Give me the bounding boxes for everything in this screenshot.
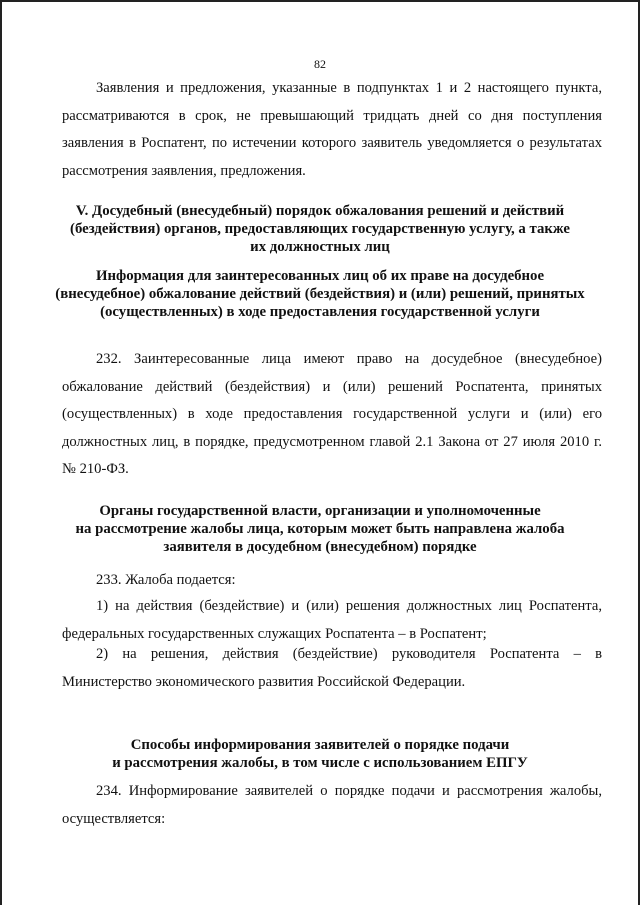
organs-subheading-line-3: заявителя в досудебном (внесудебном) порядке (163, 539, 477, 555)
methods-subheading (40, 736, 600, 772)
section-v-heading (40, 202, 600, 256)
paragraph-233-item-2: 2) на решения, действия (бездействие) руководителя Роспатента – в Министерство экономического развития Российской Федерации. (62, 646, 602, 690)
methods-subheading-line-2: и рассмотрения жалобы, в том числе с использованием ЕПГУ (112, 755, 528, 771)
page-border-top (0, 0, 640, 2)
organs-subheading-line-1: Органы государственной власти, организации и уполномоченные (99, 503, 541, 519)
organs-subheading-line-2: на рассмотрение жалобы лица, которым может быть направлена жалоба (75, 521, 565, 537)
paragraph-232: 232. Заинтересованные лица имеют право на досудебное (внесудебное) обжалование действий (бездействия) и (или) решений Роспатента, принятых (осуществленных) в ходе предоставления государственной услуги и (или) его должностных лиц, в порядке, предусмотренном главой 2.1 Закона от 27 июля 2010 г. № 210-ФЗ. (62, 351, 602, 477)
paragraph-intro: Заявления и предложения, указанные в подпунктах 1 и 2 настоящего пункта, рассматриваются в срок, не превышающий тридцать дней со дня поступления заявления в Роспатент, по истечении которого заявитель уведомляется о результатах рассмотрения заявления, предложения. (62, 80, 602, 179)
section-v-heading-line-3: их должностных лиц (250, 239, 390, 255)
info-subheading-line-1: Информация для заинтересованных лиц об их праве на досудебное (95, 268, 545, 284)
section-v-heading-line-1: V. Досудебный (внесудебный) порядок обжалования решений и действий (75, 203, 565, 219)
page-number: 82 (314, 57, 326, 71)
info-subheading (40, 267, 600, 321)
info-subheading-line-2: (внесудебное) обжалование действий (бездействия) и (или) решений, принятых (55, 286, 585, 302)
section-v-heading-line-2: (бездействия) органов, предоставляющих государственную услугу, а также (70, 221, 570, 237)
paragraph-233-item-1: 1) на действия (бездействие) и (или) решения должностных лиц Роспатента, федеральных государственных служащих Роспатента – в Роспатент; (62, 598, 602, 642)
paragraph-233: 233. Жалоба подается: (96, 572, 236, 588)
organs-subheading (40, 502, 600, 556)
page-border-left (0, 0, 2, 905)
methods-subheading-line-1: Способы информирования заявителей о порядке подачи (130, 737, 510, 753)
paragraph-234: 234. Информирование заявителей о порядке подачи и рассмотрения жалобы, осуществляется: (62, 783, 602, 827)
info-subheading-line-3: (осуществленных) в ходе предоставления государственной услуги (100, 304, 540, 320)
